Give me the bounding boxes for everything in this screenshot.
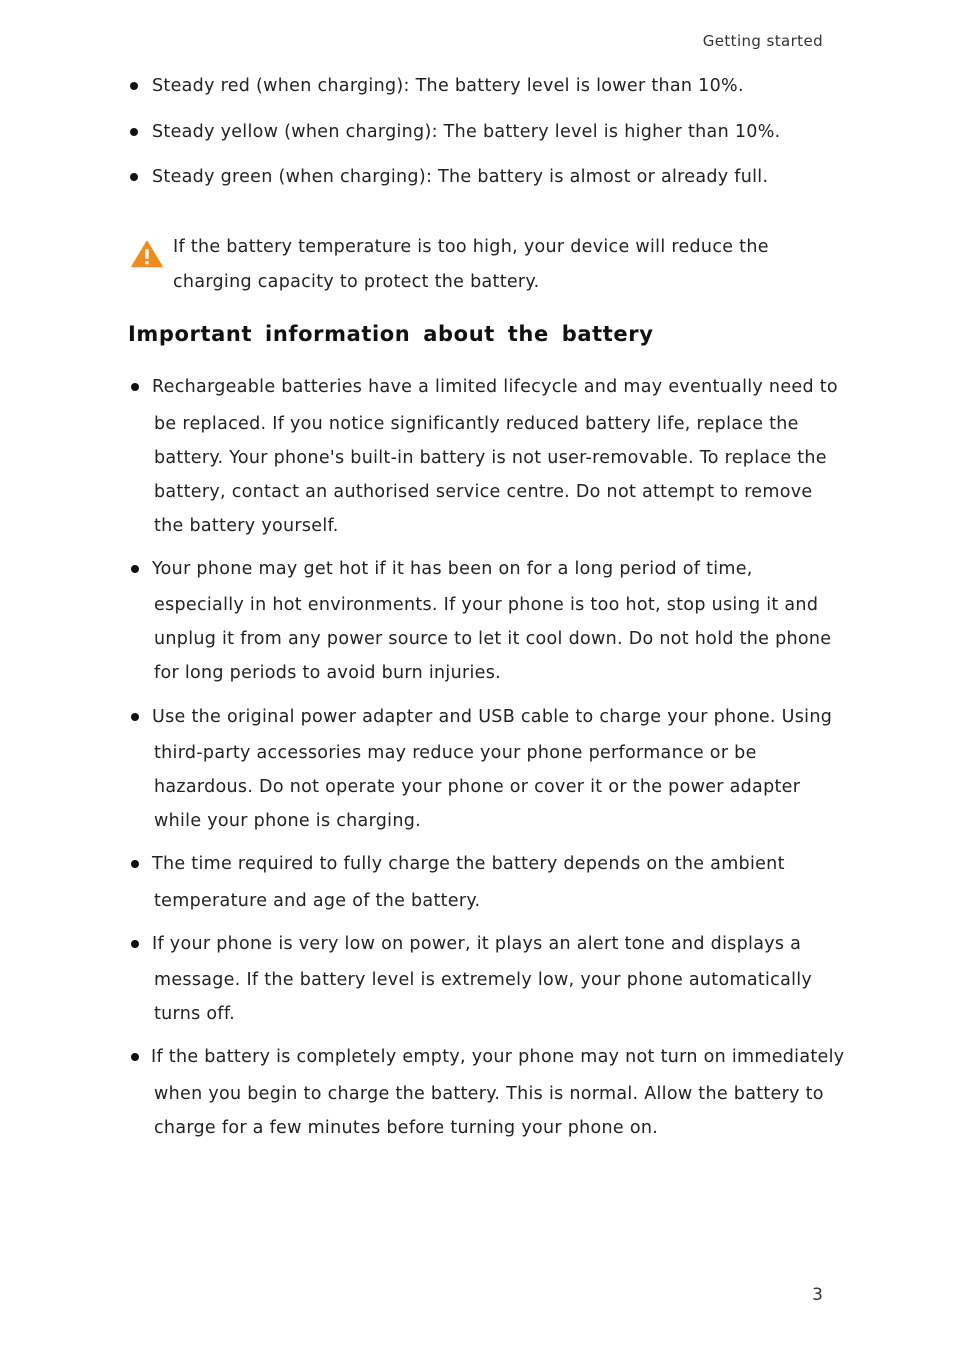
bullet-text-line: be replaced. If you notice significantly reduced battery life, replace the bbox=[154, 414, 799, 434]
bullet-dot-icon bbox=[131, 383, 139, 391]
warning-text-line: charging capacity to protect the battery. bbox=[173, 272, 540, 292]
bullet-text-line: If your phone is very low on power, it plays an alert tone and displays a bbox=[152, 934, 802, 954]
page-number: 3 bbox=[812, 1285, 823, 1305]
bullet-text-line: the battery yourself. bbox=[154, 516, 339, 536]
bullet-text: Steady red (when charging): The battery level is lower than 10%. bbox=[152, 76, 744, 96]
bullet-text-line: while your phone is charging. bbox=[154, 811, 421, 831]
bullet-dot-icon bbox=[131, 940, 139, 948]
bullet-dot-icon bbox=[131, 565, 139, 573]
bullet-text-line: turns off. bbox=[154, 1004, 235, 1024]
bullet-text-line: message. If the battery level is extremely low, your phone automatically bbox=[154, 970, 813, 990]
bullet-text-line: Rechargeable batteries have a limited lifecycle and may eventually need to bbox=[152, 377, 838, 397]
bullet-text-line: temperature and age of the battery. bbox=[154, 891, 481, 911]
bullet-text-line: charge for a few minutes before turning your phone on. bbox=[154, 1118, 659, 1138]
section-heading: Important information about the battery bbox=[128, 322, 654, 346]
bullet-dot-icon bbox=[131, 860, 139, 868]
warning-text-line: If the battery temperature is too high, your device will reduce the bbox=[173, 237, 769, 257]
bullet-text: Steady yellow (when charging): The battery level is higher than 10%. bbox=[152, 122, 781, 142]
bullet-text-line: Use the original power adapter and USB cable to charge your phone. Using bbox=[152, 707, 833, 727]
bullet-text-line: The time required to fully charge the battery depends on the ambient bbox=[152, 854, 785, 874]
bullet-dot-icon bbox=[131, 1053, 139, 1061]
bullet-dot-icon bbox=[130, 82, 138, 90]
bullet-text-line: third-party accessories may reduce your phone performance or be bbox=[154, 743, 757, 763]
bullet-dot-icon bbox=[130, 173, 138, 181]
bullet-text-line: unplug it from any power source to let it cool down. Do not hold the phone bbox=[154, 629, 832, 649]
bullet-text-line: for long periods to avoid burn injuries. bbox=[154, 663, 501, 683]
bullet-dot-icon bbox=[131, 713, 139, 721]
bullet-text-line: battery, contact an authorised service centre. Do not attempt to remove bbox=[154, 482, 813, 502]
bullet-dot-icon bbox=[130, 128, 138, 136]
running-header: Getting started bbox=[702, 32, 823, 50]
bullet-text: Steady green (when charging): The battery is almost or already full. bbox=[152, 167, 769, 187]
bullet-text-line: when you begin to charge the battery. This is normal. Allow the battery to bbox=[154, 1084, 824, 1104]
bullet-text-line: battery. Your phone's built-in battery is not user-removable. To replace the bbox=[154, 448, 827, 468]
bullet-text-line: hazardous. Do not operate your phone or cover it or the power adapter bbox=[154, 777, 801, 797]
bullet-text-line: especially in hot environments. If your phone is too hot, stop using it and bbox=[154, 595, 819, 615]
bullet-text-line: Your phone may get hot if it has been on for a long period of time, bbox=[152, 559, 753, 579]
bullet-text-line: If the battery is completely empty, your phone may not turn on immediately bbox=[151, 1047, 845, 1067]
warning-triangle-icon bbox=[131, 240, 163, 268]
